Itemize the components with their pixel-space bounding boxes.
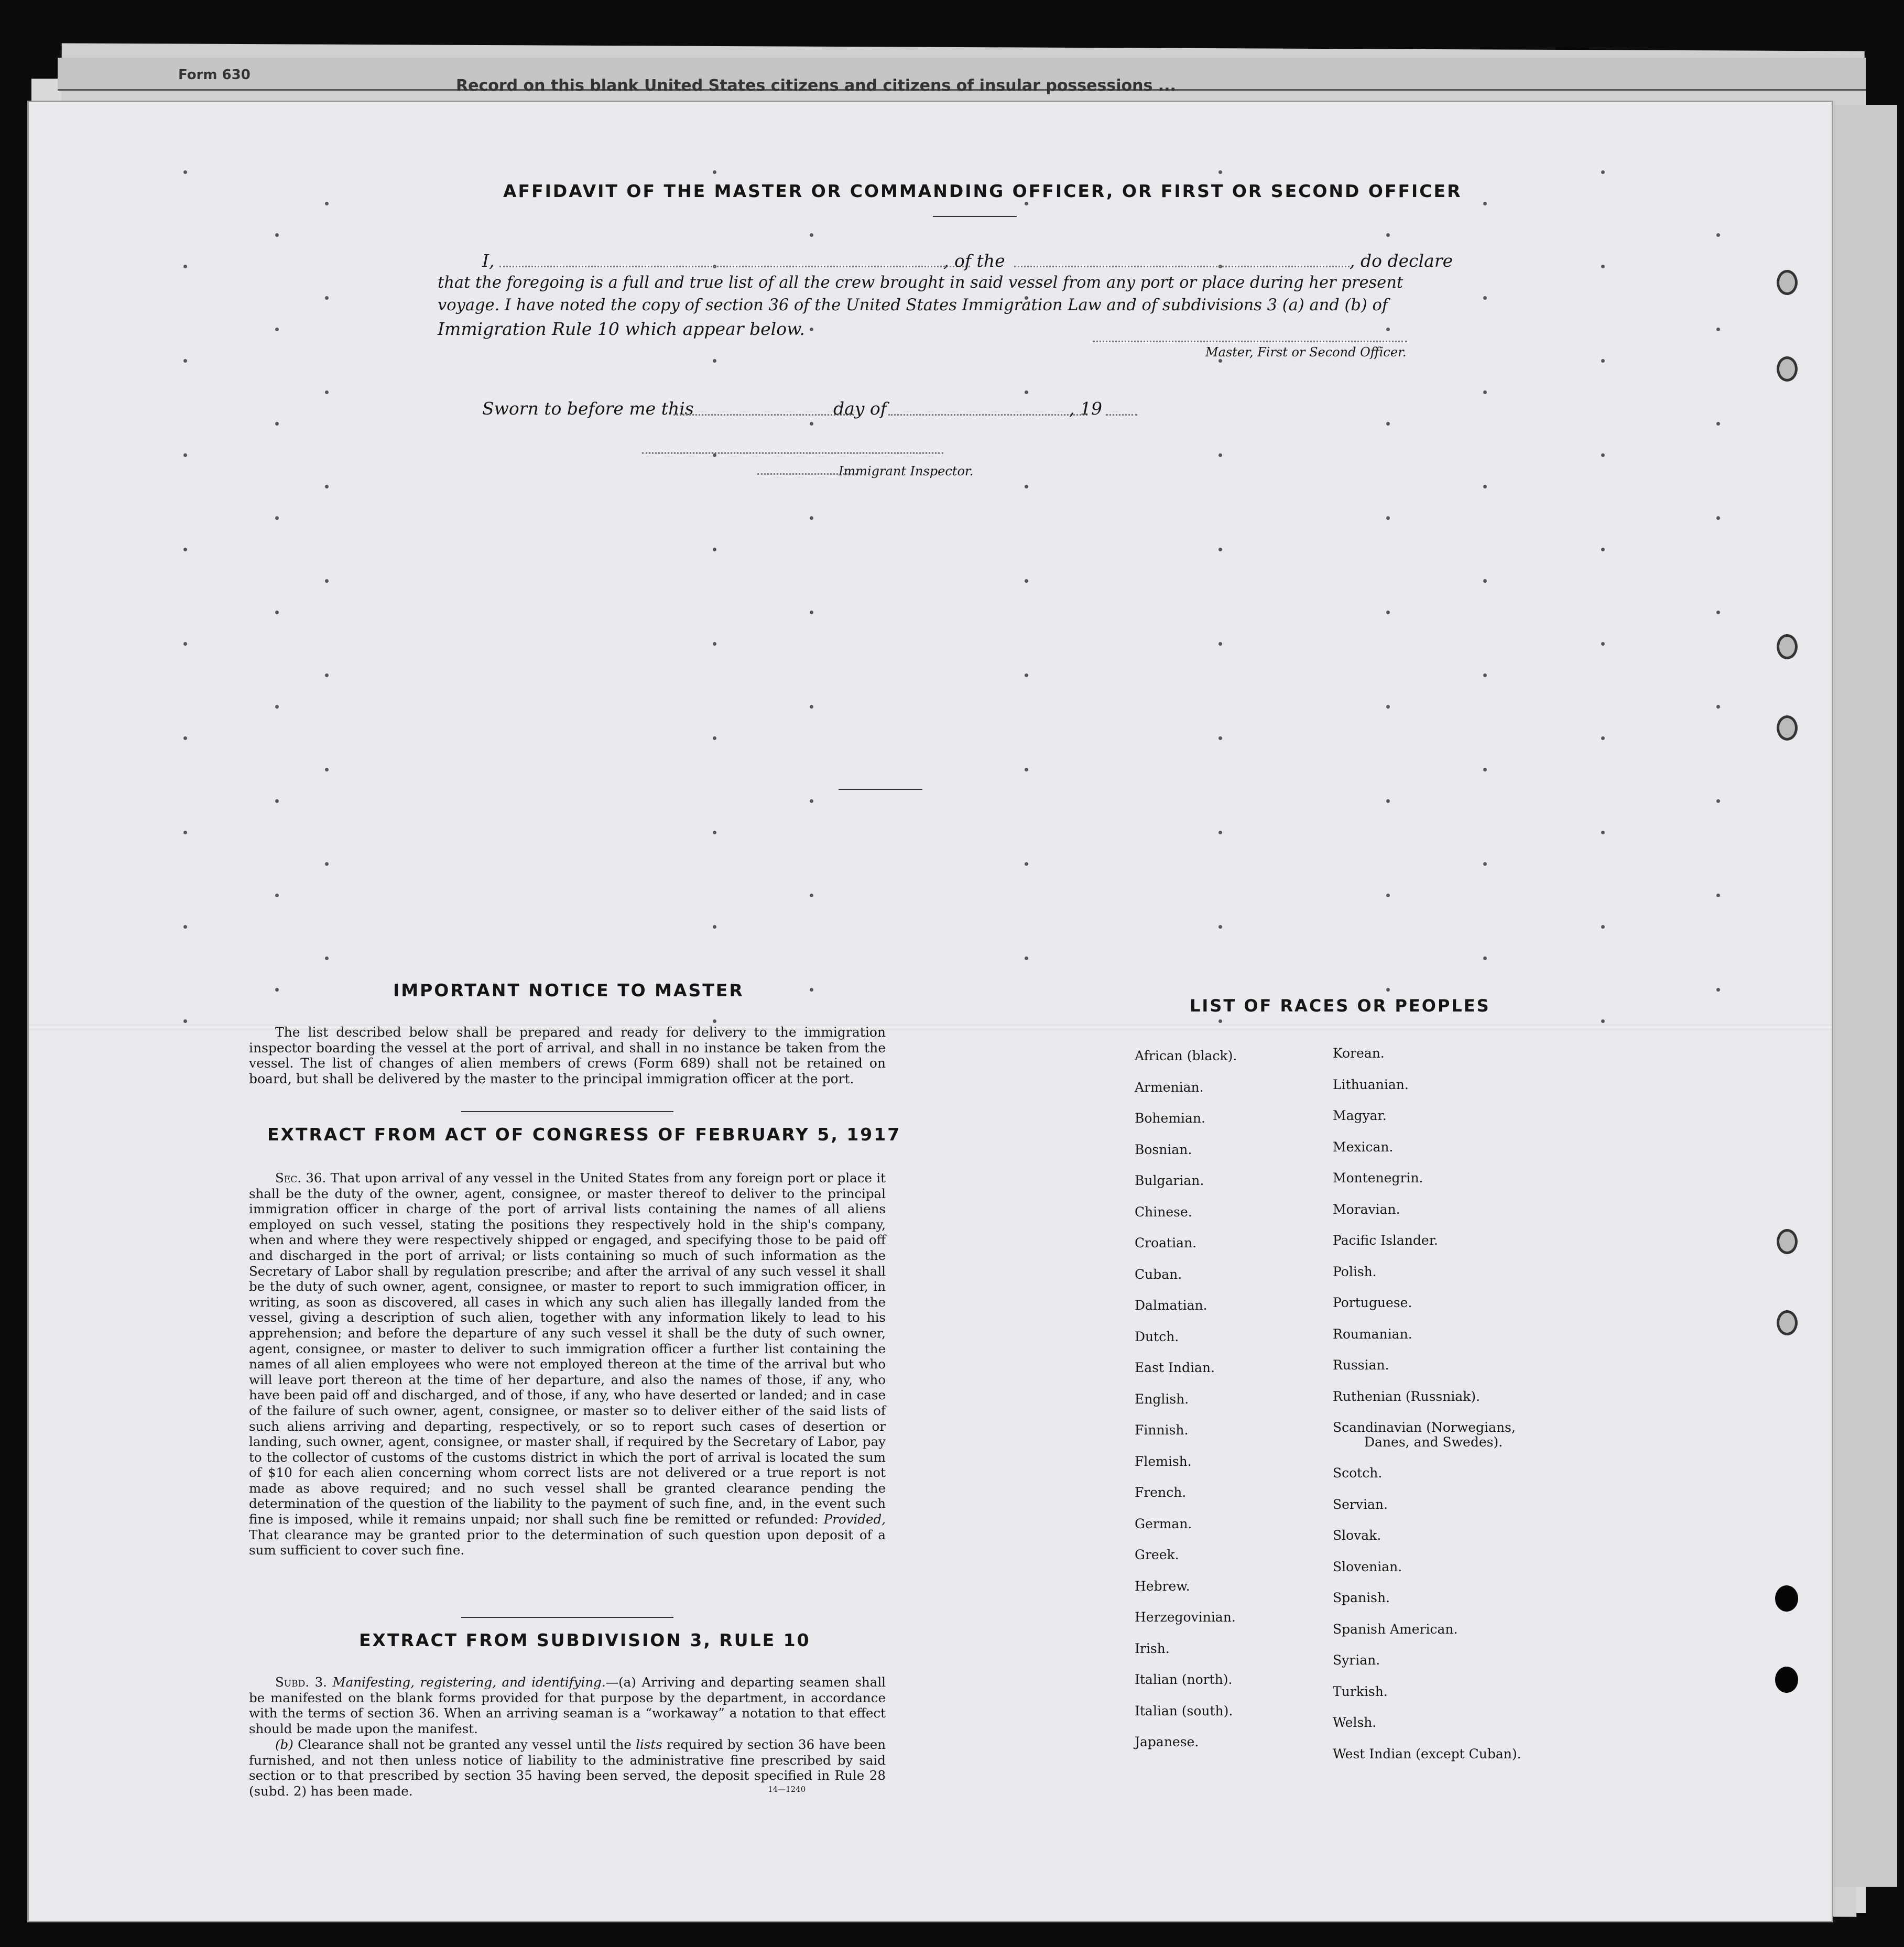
grid-dot <box>275 894 279 897</box>
grid-dot <box>183 548 187 551</box>
master-signature-field[interactable] <box>1093 341 1407 342</box>
grid-dot <box>713 925 716 929</box>
grid-dot <box>325 956 329 960</box>
grid-dot <box>1025 673 1028 677</box>
race-list-item: Servian. <box>1333 1496 1388 1512</box>
master-signature-label: Master, First or Second Officer. <box>1205 345 1407 360</box>
grid-dot <box>183 831 187 834</box>
grid-dot <box>713 453 716 457</box>
grid-dot <box>1716 705 1720 709</box>
grid-dot <box>1601 925 1605 929</box>
races-title: LIST OF RACES OR PEOPLES <box>1190 996 1490 1016</box>
grid-dot <box>1025 956 1028 960</box>
subd-b-lists: lists <box>636 1736 662 1752</box>
grid-dot <box>183 642 187 646</box>
race-list-item: Scotch. <box>1333 1465 1383 1481</box>
section-divider <box>839 789 922 790</box>
grid-dot <box>183 265 187 268</box>
race-list-item: Italian (south). <box>1135 1703 1233 1718</box>
grid-dot <box>1601 453 1605 457</box>
sworn-day-of: day of <box>833 398 887 419</box>
binder-hole-icon <box>1777 715 1798 741</box>
grid-dot <box>1716 328 1720 331</box>
grid-dot <box>810 988 813 992</box>
grid-dot <box>1386 516 1390 520</box>
grid-dot <box>713 736 716 740</box>
grid-dot <box>1218 1019 1222 1023</box>
record-line: Record on this blank United States citizens and citizens of insular possessions ... <box>456 77 1176 95</box>
race-list-item: Cuban. <box>1135 1266 1182 1282</box>
subd-3-a <box>249 1674 886 1737</box>
grid-dot <box>275 328 279 331</box>
grid-dot <box>810 799 813 803</box>
proviso-text: That clearance may be granted prior to the determination of such question upon deposit of a sum sufficient to cover such fine. <box>249 1527 886 1558</box>
grid-dot <box>275 422 279 426</box>
grid-dot <box>810 705 813 709</box>
affidavit-title: AFFIDAVIT OF THE MASTER OR COMMANDING OFFICER, OR FIRST OR SECOND OFFICER <box>503 181 1462 201</box>
race-list-item: Ruthenian (Russniak). <box>1333 1388 1481 1404</box>
grid-dot <box>1025 862 1028 866</box>
sworn-text: Sworn to before me this <box>482 398 694 419</box>
declaration-line-3: voyage. I have noted the copy of section 36 of the United States Immigration Law and of subdivisions 3 (a) and (b) of <box>438 296 1388 314</box>
declare-i: I, <box>482 251 495 271</box>
grid-dot <box>183 736 187 740</box>
binder-hole-icon <box>1777 634 1798 659</box>
race-list-item: English. <box>1135 1391 1189 1407</box>
grid-dot <box>1025 202 1028 205</box>
act-section-36 <box>249 1170 886 1558</box>
grid-dot <box>1716 516 1720 520</box>
grid-dot <box>275 799 279 803</box>
sworn-year-prefix: , 19 <box>1069 398 1102 419</box>
grid-dot <box>1601 642 1605 646</box>
grid-dot <box>713 170 716 174</box>
grid-dot <box>1386 799 1390 803</box>
grid-dot <box>1218 736 1222 740</box>
binder-hole-icon <box>1777 1310 1798 1335</box>
race-list-item: Welsh. <box>1333 1715 1377 1730</box>
race-list-item: Finnish. <box>1135 1422 1189 1438</box>
form-number: Form 630 <box>178 67 251 83</box>
race-list-item: Slovenian. <box>1333 1559 1402 1574</box>
grid-dot <box>1025 390 1028 394</box>
grid-dot <box>325 579 329 583</box>
subd-a-label: —(a) <box>605 1674 636 1690</box>
subd-b-text-2: required by section 36 have been furnished, and not then unless notice of liability to the administrative fine prescribed by said section or to that prescribed by section 35 having been served, the deposit specified in Rule 28 (subd. 2) has been made. <box>249 1736 886 1799</box>
grid-dot <box>1483 390 1487 394</box>
grid-dot <box>1483 202 1487 205</box>
grid-dot <box>810 233 813 237</box>
grid-dot <box>1483 768 1487 771</box>
grid-dot <box>810 894 813 897</box>
race-list-item: Bosnian. <box>1135 1141 1192 1157</box>
inspector-signature-field[interactable] <box>642 452 943 454</box>
grid-dot <box>1601 1019 1605 1023</box>
grid-dot <box>1716 233 1720 237</box>
grid-dot <box>1218 359 1222 363</box>
grid-dot <box>810 328 813 331</box>
race-list-item: French. <box>1135 1485 1187 1500</box>
grid-dot <box>1601 265 1605 268</box>
race-list-item: Russian. <box>1333 1357 1389 1373</box>
race-list-item: Croatian. <box>1135 1235 1197 1250</box>
race-list-item: East Indian. <box>1135 1360 1215 1375</box>
inspector-label: Immigrant Inspector. <box>839 464 974 478</box>
print-code: 14—1240 <box>768 1785 806 1794</box>
vessel-name-field[interactable] <box>1014 266 1350 267</box>
declaration-line-2: that the foregoing is a full and true list of all the crew brought in said vessel from any port or place during her present <box>438 274 1403 292</box>
race-list-item: Moravian. <box>1333 1201 1400 1217</box>
grid-dot <box>713 831 716 834</box>
sworn-year-field[interactable] <box>1106 414 1137 416</box>
race-list-item: Syrian. <box>1333 1652 1380 1668</box>
grid-dot <box>1601 831 1605 834</box>
race-list-item: Spanish. <box>1333 1590 1390 1605</box>
grid-dot <box>1025 768 1028 771</box>
race-list-item: Armenian. <box>1135 1079 1204 1095</box>
grid-dot <box>183 359 187 363</box>
subd-b-text-1: Clearance shall not be granted any vessel until the <box>298 1736 632 1752</box>
binder-hole-icon <box>1777 1229 1798 1254</box>
grid-dot <box>1386 988 1390 992</box>
subd-a-text: Arriving and departing seamen shall be manifested on the blank forms provided for that purpose by the department, in accordance with the terms of section 36. When an arriving seaman is a “workaway” a notation to that effect should be made upon the manifest. <box>249 1674 886 1737</box>
grid-dot <box>183 453 187 457</box>
notice-text <box>249 1025 886 1087</box>
grid-dot <box>713 642 716 646</box>
race-list-item: Bulgarian. <box>1135 1173 1204 1188</box>
title-rule <box>933 216 1017 217</box>
grid-dot <box>810 422 813 426</box>
form-page <box>29 102 1832 1921</box>
grid-dot <box>1483 485 1487 488</box>
grid-dot <box>1716 894 1720 897</box>
notice-rule <box>461 1111 673 1112</box>
race-list-item: Irish. <box>1135 1640 1170 1656</box>
subd-label: Subd. 3. <box>275 1674 327 1690</box>
grid-dot <box>1218 642 1222 646</box>
race-list-item: Mexican. <box>1333 1139 1394 1155</box>
declaration-line-4: Immigration Rule 10 which appear below. <box>438 319 805 339</box>
race-list-item: Dutch. <box>1135 1329 1179 1344</box>
grid-dot <box>325 390 329 394</box>
grid-dot <box>183 925 187 929</box>
grid-dot <box>1716 799 1720 803</box>
race-list-item: Portuguese. <box>1333 1295 1412 1310</box>
race-list-item: Bohemian. <box>1135 1111 1205 1126</box>
grid-dot <box>1716 422 1720 426</box>
race-list-item: Pacific Islander. <box>1333 1233 1438 1248</box>
notice-paragraph: The list described below shall be prepared and ready for delivery to the immigration inspector boarding the vessel at the port of arrival, and shall in no instance be taken from the vessel. The list of changes of alien members of crews (Form 689) shall not be retained on board, but shall be delivered by the master to the principal immigration officer at the port. <box>249 1025 886 1087</box>
act-extract-title: EXTRACT FROM ACT OF CONGRESS OF FEBRUARY 5, 1917 <box>267 1124 901 1145</box>
subd-b-label: (b) <box>275 1736 293 1752</box>
grid-dot <box>1218 831 1222 834</box>
grid-dot <box>325 673 329 677</box>
grid-dot <box>1601 170 1605 174</box>
grid-dot <box>713 548 716 551</box>
grid-dot <box>1218 170 1222 174</box>
grid-dot <box>1386 328 1390 331</box>
grid-dot <box>1601 548 1605 551</box>
grid-dot <box>275 705 279 709</box>
binder-hole-icon <box>1777 356 1798 382</box>
declare-do-declare: , do declare <box>1350 251 1453 271</box>
race-list-item: Flemish. <box>1135 1453 1192 1469</box>
notice-title: IMPORTANT NOTICE TO MASTER <box>393 980 744 1000</box>
grid-dot <box>1218 453 1222 457</box>
race-list-item: Slovak. <box>1333 1528 1381 1543</box>
rule-extract-text <box>249 1674 886 1799</box>
grid-dot <box>1483 296 1487 300</box>
grid-dot <box>1386 705 1390 709</box>
grid-dot <box>1386 894 1390 897</box>
grid-dot <box>1386 611 1390 614</box>
grid-dot <box>1025 485 1028 488</box>
grid-dot <box>325 485 329 488</box>
grid-dot <box>275 988 279 992</box>
grid-dot <box>1483 673 1487 677</box>
binder-hole-icon <box>1775 1667 1798 1693</box>
grid-dot <box>1386 422 1390 426</box>
section-36-body: That upon arrival of any vessel in the United States from any foreign port or place it shall be the duty of the owner, agent, consignee, or master thereof to deliver to the principal immigration officer in charge of the port of arrival lists containing the names of all aliens employed on such vessel, stating the positions they respectively hold in the ship's company, when and where they were respectively shipped or engaged, and specifying those to be paid off and discharged in the port of arrival; or lists containing so much of such information as the Secretary of Labor shall by regulation prescribe; and after the arrival of any such vessel it shall be the duty of such owner, agent, consignee, or master to report to such immigration officer, in writing, as soon as discovered, all cases in which any such alien has illegally landed from the vessel, giving a description of such alien, together with any information likely to lead to his apprehension; and before the departure of any such vessel it shall be the duty of such owner, agent, consignee, or master to deliver to such immigration officer a further list containing the names of all alien employees who were not employed thereon at the time of the arrival but who will leave port thereon at the time of her departure, and also the names of those, if any, who have been paid off and discharged, and of those, if any, who have deserted or landed; and in case of the failure of such owner, agent, consignee, or master so to deliver either of the said lists of such aliens arriving and departing, respectively, or so to report such cases of desertion or landing, such owner, agent, consignee, or master shall, if required by the Secretary of Labor, pay to the collector of customs of the customs district in which the port of arrival is located the sum of $10 for each alien concerning whom correct lists are not delivered or a true report is not made as above required; and no such vessel shall be granted clearance pending the determination of the question of the liability to the payment of such fine, and, in the event such fine is imposed, while it remains unpaid; nor shall such fine be remitted or refunded: <box>249 1170 886 1527</box>
sworn-day-field[interactable] <box>673 414 854 416</box>
grid-dot <box>275 611 279 614</box>
master-name-field[interactable] <box>499 266 970 267</box>
race-list-item: Montenegrin. <box>1333 1170 1423 1185</box>
act-extract-text <box>249 1170 886 1558</box>
rule-extract-title: EXTRACT FROM SUBDIVISION 3, RULE 10 <box>359 1630 811 1650</box>
race-list-item: Chinese. <box>1135 1204 1192 1220</box>
race-list-item: Greek. <box>1135 1547 1179 1562</box>
race-list-item: Japanese. <box>1135 1734 1199 1749</box>
race-list-item: Lithuanian. <box>1333 1076 1409 1092</box>
race-list-item: Scandinavian (Norwegians, <box>1333 1420 1516 1435</box>
race-list-item: Hebrew. <box>1135 1578 1190 1594</box>
grid-dot <box>810 516 813 520</box>
proviso-label: Provided, <box>823 1511 886 1527</box>
section-36-label: Sec. 36. <box>275 1170 327 1185</box>
sworn-month-field[interactable] <box>888 414 1087 416</box>
race-list-item: Korean. <box>1333 1046 1385 1061</box>
grid-dot <box>713 359 716 363</box>
underlying-form-strip <box>58 58 1866 95</box>
grid-dot <box>810 611 813 614</box>
race-list-item: Polish. <box>1333 1264 1377 1279</box>
subd-heading: Manifesting, registering, and identifying. <box>332 1674 606 1690</box>
race-list-item: Dalmatian. <box>1135 1298 1207 1313</box>
grid-dot <box>713 1019 716 1023</box>
grid-dot <box>1025 579 1028 583</box>
binder-hole-icon <box>1775 1585 1798 1612</box>
race-list-item: Magyar. <box>1333 1108 1387 1123</box>
grid-dot <box>325 862 329 866</box>
grid-dot <box>1483 956 1487 960</box>
race-list-item: African (black). <box>1135 1048 1237 1063</box>
grid-dot <box>1601 736 1605 740</box>
race-list-item: Spanish American. <box>1333 1621 1458 1637</box>
grid-dot <box>1483 579 1487 583</box>
grid-dot <box>325 202 329 205</box>
grid-dot <box>275 516 279 520</box>
grid-dot <box>1218 925 1222 929</box>
race-list-item: West Indian (except Cuban). <box>1333 1746 1521 1761</box>
grid-dot <box>275 233 279 237</box>
grid-dot <box>1483 862 1487 866</box>
race-list-item: Herzegovinian. <box>1135 1609 1236 1625</box>
grid-dot <box>1218 548 1222 551</box>
race-list-item: German. <box>1135 1516 1192 1531</box>
grid-dot <box>325 768 329 771</box>
grid-dot <box>1386 233 1390 237</box>
grid-dot <box>1716 988 1720 992</box>
grid-dot <box>325 296 329 300</box>
grid-dot <box>183 1019 187 1023</box>
grid-dot <box>1716 611 1720 614</box>
act-rule <box>461 1617 673 1618</box>
grid-dot <box>1601 359 1605 363</box>
race-list-item: Danes, and Swedes). <box>1364 1434 1503 1450</box>
binder-hole-icon <box>1777 270 1798 295</box>
race-list-item: Roumanian. <box>1333 1326 1412 1342</box>
race-list-item: Italian (north). <box>1135 1672 1233 1687</box>
grid-dot <box>183 170 187 174</box>
declare-of-the: , of the <box>943 251 1005 271</box>
race-list-item: Turkish. <box>1333 1683 1388 1699</box>
